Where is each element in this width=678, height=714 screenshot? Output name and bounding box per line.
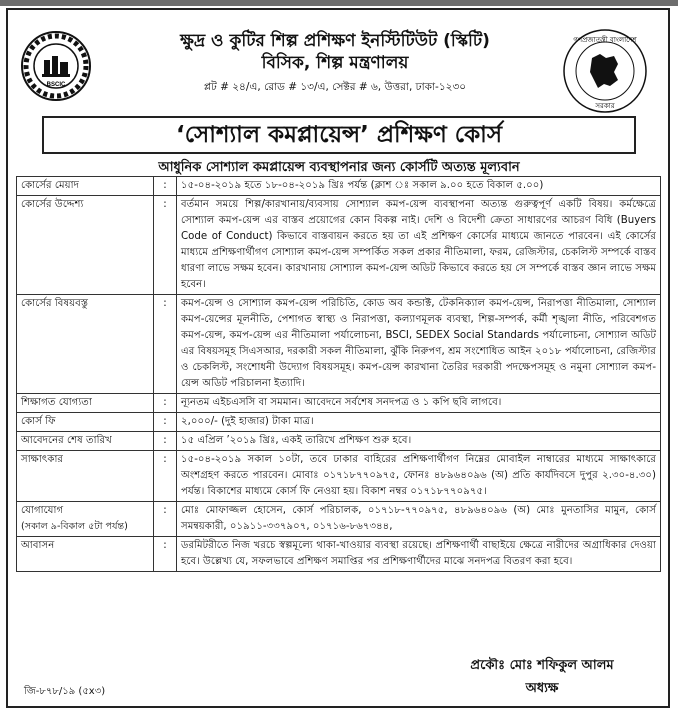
reference-code: জি-৮৭৮/১৯ (৫x৩) xyxy=(24,686,106,697)
top-bar xyxy=(0,0,678,6)
row-value-objective: বর্তমান সময়ে শিল্প/কারখানায়/ব্যবসায় সোশ্যাল কমপ-য়েন্স ব্যবস্থাপনা অত্যন্ত গুরুত্বপূর্ণ একটি বিষয়। কর্মক্ষেত্রে সোশ্যাল কমপ-য়েন্স এর বাস্তব প্রয়োগের কোন বিকল্প নাই। দেশি ও বিদেশী ক্রেতা সাধারণের আচরণ বিধি (Buyers Code of Conduct) কিভাবে বাস্তবায়ন করতে হয় তা এই প্রশিক্ষণ কোর্সের মাধ্যমে জানতে পারবেন। এই কোর্সের মাধ্যমে প্রশিক্ষণার্থীগণ সোশ্যাল কমপ-য়েন্স সম্পর্কিত সকল প্রকার নীতিমালা, ফরম, রেজিস্টার, চেকলিস্ট সম্পর্কে বাস্তব ধারণা লাভে সক্ষম হবেন। কারখানায় সোশ্যাল কমপ-য়েন্স অডিট কিভাবে করতে হয় সে সম্পর্কে বাস্তব জ্ঞান লাভে সক্ষম হবেন। xyxy=(177,196,661,295)
svg-text:সরকার: সরকার xyxy=(595,102,615,110)
contact-label: যোগাযোগ xyxy=(21,505,64,516)
table-row xyxy=(17,432,661,451)
row-value-contact: মোঃ মোফাজ্জল হোসেন, কোর্স পরিচালক, ০১৭১৮-৭৭০৯৭৫, ৪৮৯৬৪০৯৬ (অ) মোঃ মুনতাসির মামুন, কোর্স সমন্বয়কারী, ০১৯১১-৩৩৭৯০৭, ০১৭১৬-৮৬৭৩৪৪, xyxy=(177,502,661,537)
row-value-content: কমপ-য়েন্স ও সোশ্যাল কমপ-য়েন্স পরিচিতি, কোড অব কন্ডাক্ট, টেকনিক্যাল কমপ-য়েন্স, নিরাপত্তা নীতিমালা, সোশ্যাল কমপ-য়েন্সের মূলনীতি, পেশাগত স্বাস্থ্য ও নিরাপত্তা, কল্যাণমূলক ব্যবস্থা, শিল্প-সম্পর্ক, কর্মী শৃঙ্খলা নীতি, পরিবেশগত কমপ-য়েন্স, কমপ-য়েন্স এর নীতিমালা পর্যালোচনা, BSCI, SEDEX Social Standards পর্যালোচনা, সোশ্যাল অডিট এর বিষয়সমূহ সিএসআর, দরকারী সকল নীতিমালা, ঝুঁকি নিরুপণ, শ্রম সংশোধিত আইন ২০১৮ পর্যালোচনা, রেজিস্টার ও চেকলিস্ট, সংশোধনী উদ্যোগ বিষয়সমূহ। কমপ-য়েন্স কারখানা তৈরির দরকারী পদক্ষেপসমূহ ও নমুনা সোশ্যাল কমপ-য়েন্স অডিট পরিচালনা ইত্যাদি। xyxy=(177,295,661,394)
colon: : xyxy=(154,196,177,295)
table-row xyxy=(17,295,661,394)
svg-text:BSCIC: BSCIC xyxy=(46,82,66,88)
colon: : xyxy=(154,177,177,196)
organization-address: প্লট # ২৪/এ, রোড # ১৩/এ, সেক্টর # ৬, উত্তরা, ঢাকা-১২৩০ xyxy=(203,81,467,93)
row-value-duration: ১৫-০৪-২০১৯ হতে ১৮-০৪-২০১৯ খ্রিঃ পর্যন্ত (ক্লাশ ঃ সকাল ৯.০০ হতে বিকাল ৫.০০) xyxy=(177,177,661,196)
ministry-name: বিসিক, শিল্প মন্ত্রণালয় xyxy=(261,53,409,73)
row-label-accommodation: আবাসন xyxy=(17,537,154,572)
table-row xyxy=(17,502,661,537)
course-title: ‘সোশ্যাল কমপ্লায়েন্স’ প্রশিক্ষণ কোর্স xyxy=(42,116,636,154)
row-label-objective: কোর্সের উদ্দেশ্য xyxy=(17,196,154,295)
row-value-deadline: ১৫ এপ্রিল ’২০১৯ খ্রিঃ, একই তারিখে প্রশিক্ষণ শুরু হবে। xyxy=(177,432,661,451)
course-tagline: আধুনিক সোশ্যাল কমপ্লায়েন্স ব্যবস্থাপনার জন্য কোর্সটি অত্যন্ত মূল্যবান xyxy=(158,160,520,175)
organization-name: ক্ষুদ্র ও কুটির শিল্প প্রশিক্ষণ ইনস্টিটিউট (স্কিটি) xyxy=(180,31,490,51)
table-row xyxy=(17,451,661,502)
row-value-accommodation: ডরমিটরীতে নিজ খরচে স্বল্পমূল্যে থাকা-খাওয়ার ব্যবস্থা রয়েছে। প্রশিক্ষণার্থী বাছাইয়ে ক্ষেত্রে নারীদের অগ্রাধিকার দেওয়া হবে। উল্লেখ্য যে, সফলভাবে প্রশিক্ষণ সমাপ্তির পর প্রশিক্ষণার্থীদের মাঝে সনদপত্র বিতরণ করা হবে। xyxy=(177,537,661,572)
row-value-fee: ২,০০০/- (দুই হাজার) টাকা মাত্র। xyxy=(177,413,661,432)
row-value-qualification: ন্যূনতম এইচএসসি বা সমমান। আবেদনে সর্বশেষ সনদপত্র ও ১ কপি ছবি লাগবে। xyxy=(177,394,661,413)
organization-header xyxy=(100,30,570,97)
signature-block xyxy=(442,656,642,700)
colon: : xyxy=(154,451,177,502)
table-row xyxy=(17,394,661,413)
table-row xyxy=(17,537,661,572)
signer-name: প্রকৌঃ মোঃ শফিকুল আলম xyxy=(470,658,614,673)
table-row xyxy=(17,413,661,432)
colon: : xyxy=(154,394,177,413)
row-label-fee: কোর্স ফি xyxy=(17,413,154,432)
row-label-deadline: আবেদনের শেষ তারিখ xyxy=(17,432,154,451)
row-label-contact xyxy=(17,502,154,537)
government-seal-icon xyxy=(562,28,648,114)
course-info-table xyxy=(16,176,661,572)
table-row xyxy=(17,196,661,295)
table-row xyxy=(17,177,661,196)
row-label-content: কোর্সের বিষয়বস্তু xyxy=(17,295,154,394)
signer-title: অধ্যক্ষ xyxy=(525,681,559,696)
svg-text:গণপ্রজাতন্ত্রী বাংলাদেশ: গণপ্রজাতন্ত্রী বাংলাদেশ xyxy=(573,36,637,44)
bscic-logo-icon xyxy=(20,30,92,102)
colon: : xyxy=(154,537,177,572)
contact-hours: (সকাল ৯-বিকাল ৫টা পর্যন্ত) xyxy=(21,521,128,532)
row-label-duration: কোর্সের মেয়াদ xyxy=(17,177,154,196)
row-value-interview: ১৫-০৪-২০১৯ সকাল ১০টা, তবে ঢাকার বাহিরের প্রশিক্ষণার্থীগণ নিম্নের মোবাইল নাম্বারের মাধ্যমে সাক্ষাৎকারে অংশগ্রহণ করতে পারবেন। মোবাঃ ০১৭১৮৭৭০৯৭৫, ফোনঃ ৪৮৯৬৪০৯৬ (অ) প্রতি কার্যদিবসে দুপুর ২.৩০-৪.৩০) পর্যন্ত। বিকাশের মাধ্যমে কোর্স ফি নেওয়া হয়। বিকাশ নম্বর ০১৭১৮৭৭০৯৭৫। xyxy=(177,451,661,502)
colon: : xyxy=(154,432,177,451)
colon: : xyxy=(154,502,177,537)
colon: : xyxy=(154,413,177,432)
row-label-interview: সাক্ষাৎকার xyxy=(17,451,154,502)
row-label-qualification: শিক্ষাগত যোগ্যতা xyxy=(17,394,154,413)
colon: : xyxy=(154,295,177,394)
